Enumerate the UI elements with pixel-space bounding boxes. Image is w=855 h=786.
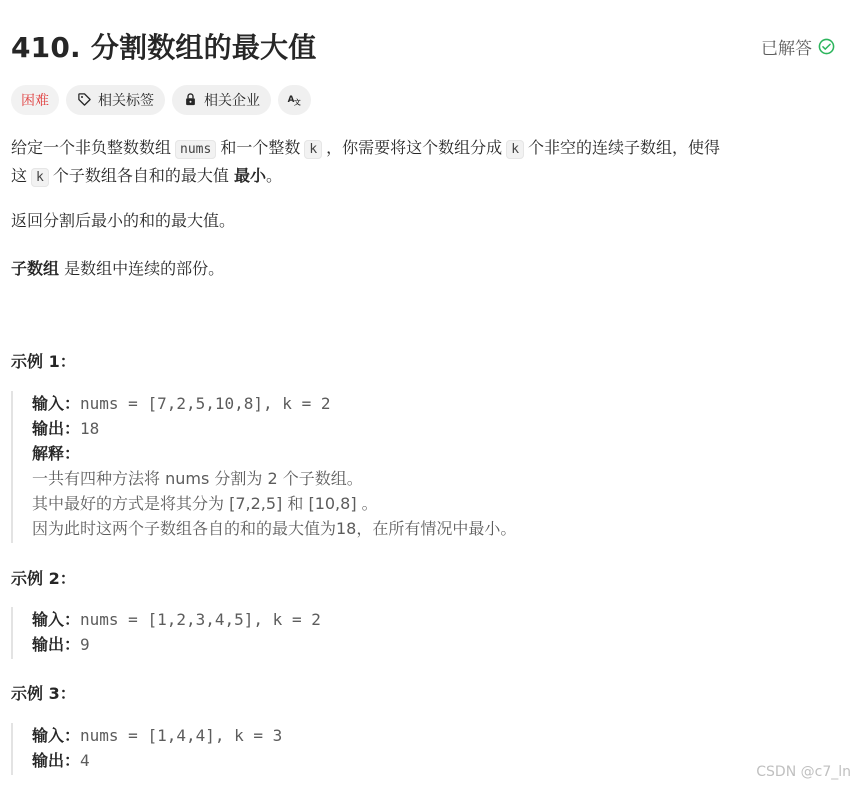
title-row [11,28,835,64]
example-3-input: 输入：nums = [1,4,4], k = 3 [32,726,283,745]
topics-tag-button[interactable] [66,85,165,115]
translate-icon [287,92,302,107]
description-line-2: 这 k 个子数组各自和的最大值 最小。 [11,166,282,185]
example-1-block [11,391,516,543]
tag-bar [11,84,311,115]
example-1-input: 输入：nums = [7,2,5,10,8], k = 2 [32,394,331,413]
translate-button[interactable] [278,85,311,115]
example-3-block [11,723,282,775]
example-2-block [11,607,321,659]
example-1-output: 输出：18 [32,419,100,438]
example-2-output: 输出：9 [32,635,90,654]
solved-label: 已解答 [761,38,812,59]
example-1-explain-line-2: 其中最好的方式是将其分为 [7,2,5] 和 [10,8] 。 [32,494,378,513]
watermark: CSDN @c7_ln [756,764,851,780]
inline-code-k: k [31,168,49,187]
svg-text:A: A [287,95,295,105]
tag-icon [77,92,92,107]
description-line-1: 给定一个非负整数数组 nums 和一个整数 k ，你需要将这个数组分成 k 个非空的连续子数组，使得 [11,138,721,157]
example-3-title: 示例 3： [11,684,76,703]
inline-code-k: k [506,140,524,159]
check-circle-icon [818,38,835,55]
description-paragraph-3: 子数组 是数组中连续的部份。 [11,259,225,278]
inline-code-k: k [304,140,322,159]
companies-tag-button[interactable] [172,85,271,115]
svg-text:文: 文 [293,98,301,107]
example-2-title: 示例 2： [11,569,76,588]
example-1-explain-label: 解释： [32,444,81,463]
lock-icon [183,92,198,107]
companies-tag-label: 相关企业 [204,92,260,109]
problem-description [11,135,811,191]
example-1-title: 示例 1： [11,352,76,371]
topics-tag-label: 相关标签 [98,92,154,109]
example-2-input: 输入：nums = [1,2,3,4,5], k = 2 [32,610,321,629]
example-1-explain-line-1: 一共有四种方法将 nums 分割为 2 个子数组。 [32,469,363,488]
inline-code-nums: nums [175,140,216,159]
description-paragraph-2: 返回分割后最小的和的最大值。 [11,211,236,230]
example-3-output: 输出：4 [32,751,90,770]
solved-status[interactable] [761,34,835,59]
difficulty-badge[interactable]: 困难 [11,85,59,115]
emphasis-min: 最小 [233,166,266,185]
example-1-explain-line-3: 因为此时这两个子数组各自的和的最大值为18，在所有情况中最小。 [32,519,517,538]
problem-title[interactable]: 410. 分割数组的最大值 [11,31,317,64]
